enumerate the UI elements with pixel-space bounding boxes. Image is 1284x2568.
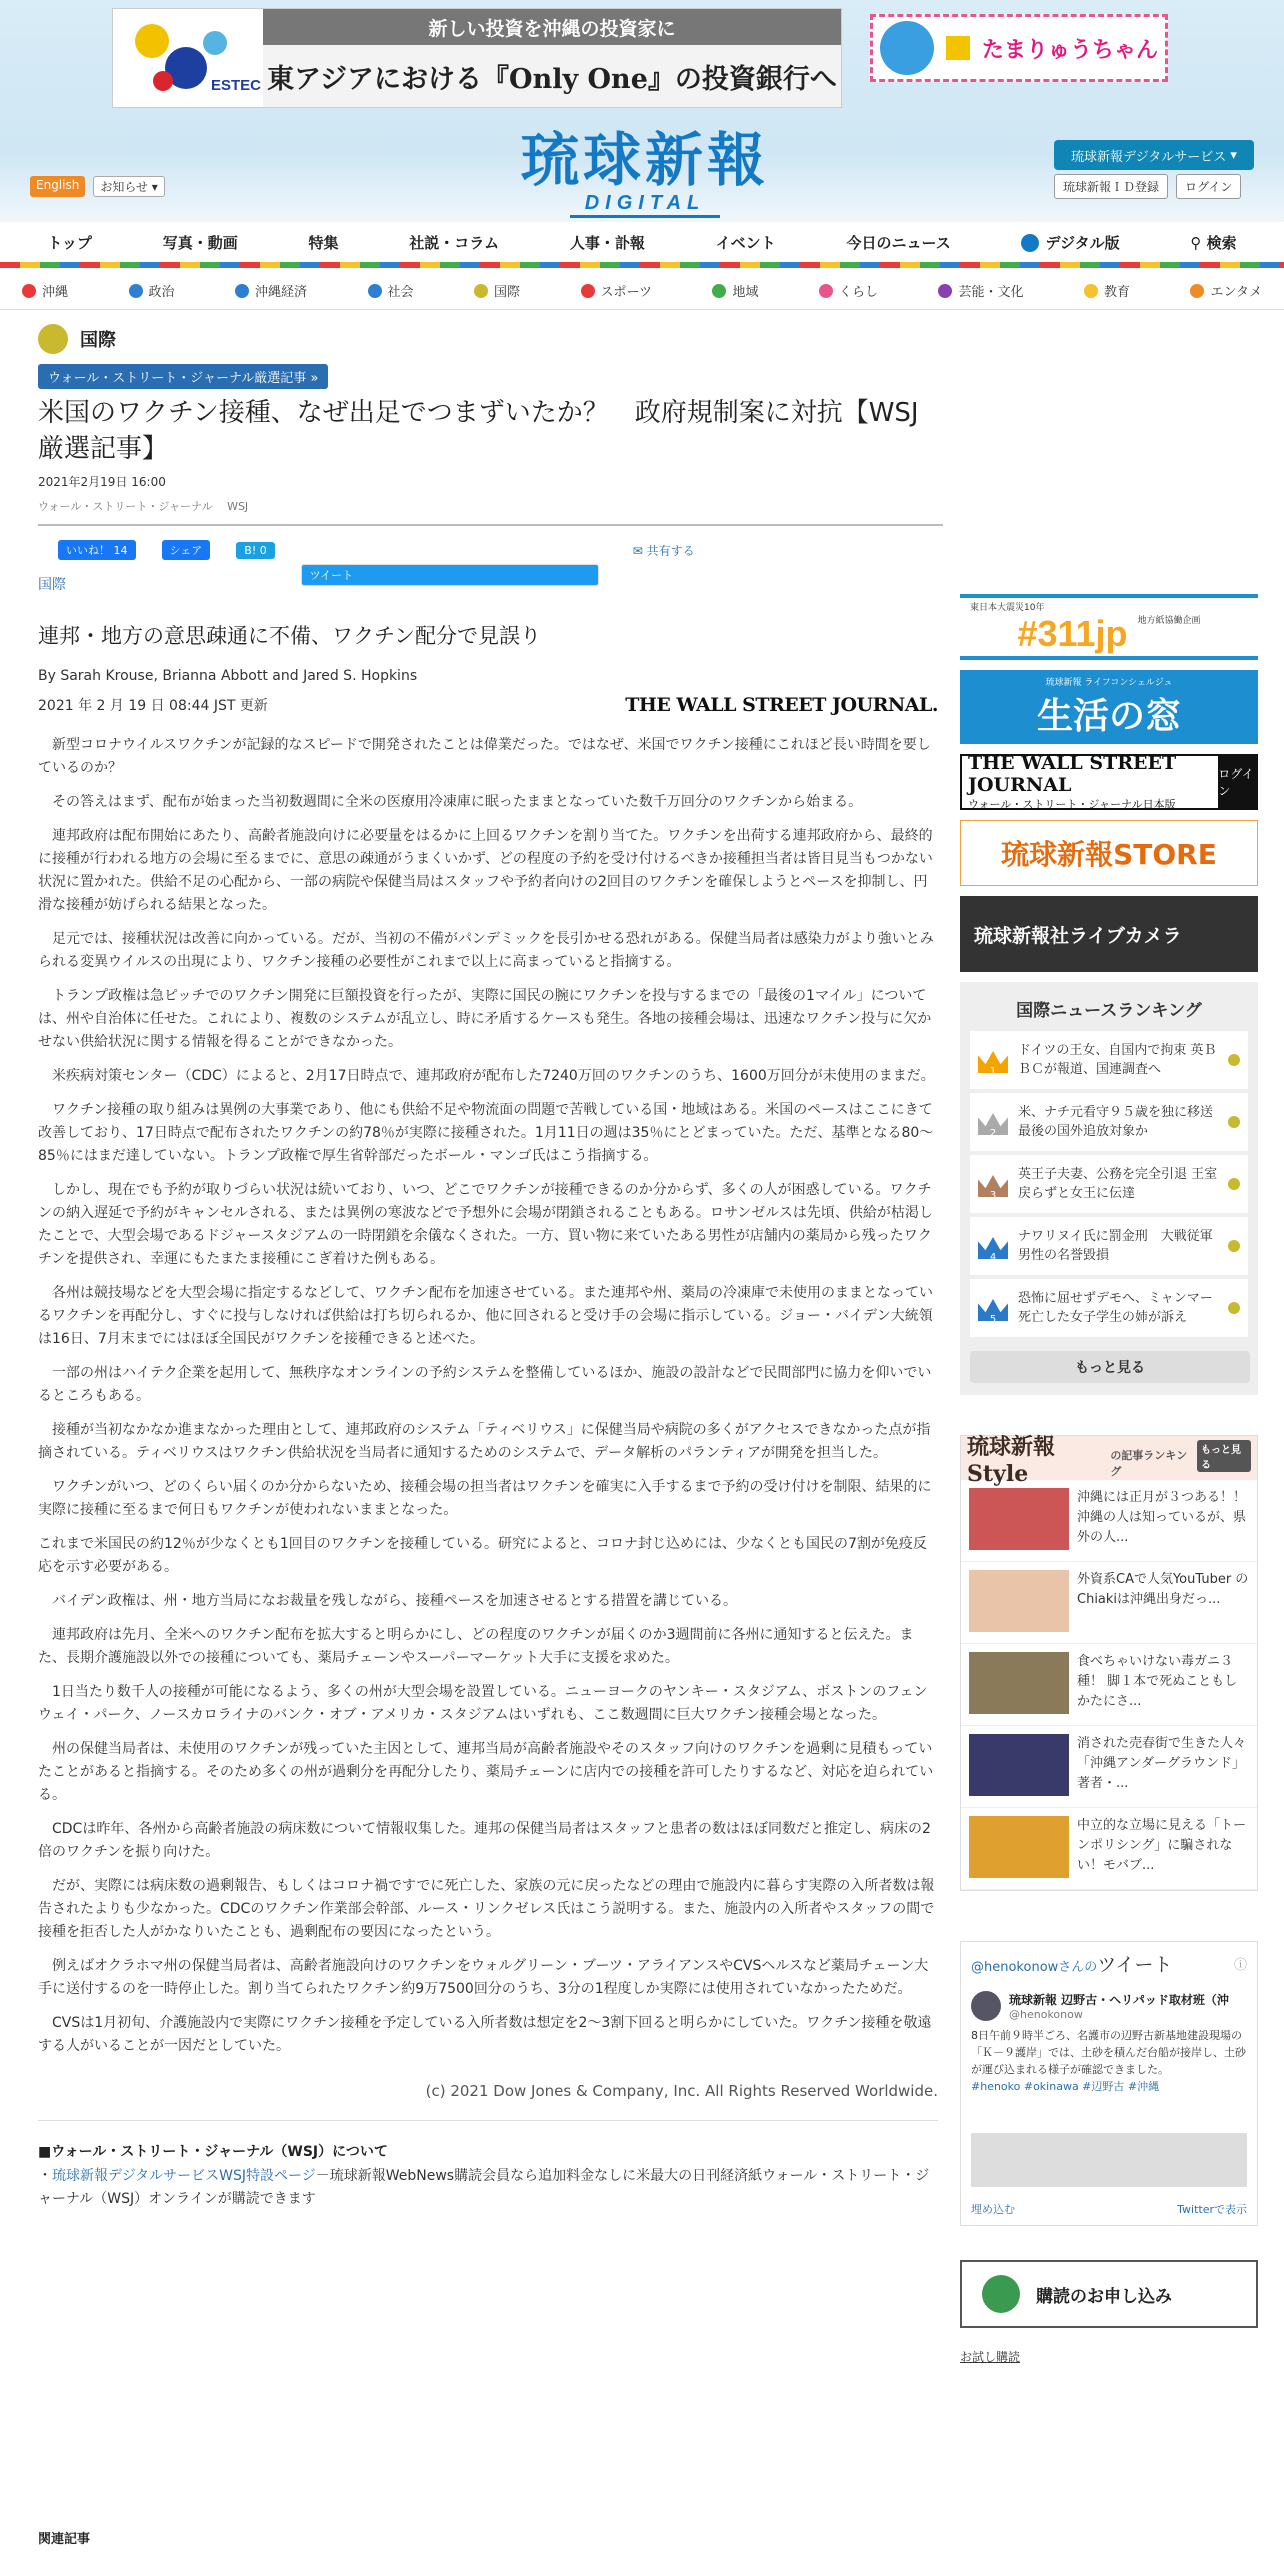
wsj-about-title: ■ウォール・ストリート・ジャーナル（WSJ）について (38, 2144, 388, 2160)
brand-name: 琉球新報 (520, 126, 769, 194)
style-item[interactable] (961, 1808, 1257, 1890)
brush-icon (938, 284, 952, 298)
mascot-banner-ad[interactable] (870, 14, 1168, 82)
sports-icon (581, 284, 595, 298)
divider (38, 524, 943, 526)
nav-search-label: 検索 (1206, 233, 1237, 252)
share-bar (38, 540, 938, 582)
ranking-text: ナワリヌイ氏に罰金刑 大戦従軍男性の名誉毀損 (1018, 1229, 1213, 1263)
pin-icon (712, 284, 726, 298)
ranking-title: 国際ニュースランキング (1016, 1001, 1202, 1021)
globe-icon (474, 284, 488, 298)
subnav-international[interactable] (474, 281, 520, 300)
paragraph: 連邦政府は配布開始にあたり、高齢者施設向けに必要量をはるかに上回るワクチンを割り当てた。ワクチンを出荷する連邦政府から、最終的に接種が行われる地方の会場に至るまでに、意思の疎通がうまくいかず、どの程度の予約を受け付けるべきか接種担当者は皆目見当もつかない状況に置かれた。供給不足の心配から、一部の病院や保健当局はスタッフや予約者向けの2回目のワクチンを確保しようとペースを抑制し、円滑な接種が妨げられる結果となった。 (38, 828, 933, 913)
crown-icon (978, 1047, 1008, 1077)
style-item[interactable] (961, 1726, 1257, 1808)
nav-top[interactable]: トップ (47, 233, 92, 252)
banner-wsj[interactable] (960, 754, 1258, 810)
subnav-culture[interactable] (938, 281, 1023, 300)
subnav-label: くらし (838, 285, 878, 300)
subnav-label: 社会 (387, 285, 414, 300)
subscribe-icon (982, 2275, 1020, 2313)
article-main (38, 322, 938, 2211)
subnav-label: 沖縄 (42, 285, 69, 300)
paragraph: ワクチン接種の取り組みは異例の大事業であり、他にも供給不足や物流面の問題で苦戦している国・地域はある。米国のペースはここにきて改善しており、17日時点で配布されたワクチンの約78％が実際に接種された。1月11日の週は35％にとどまっていた。ただ、基準となる80～85％にはまだ達していない。トランプ政権で厚生省幹部だったボール・マンゴ氏はこう指摘する。 (38, 1102, 934, 1164)
tweet-label: ツイート (1097, 1954, 1173, 1976)
paragraph: だが、実際には病床数の過剰報告、もしくはコロナ禍ですでに死亡した、家族の元に戻ったなどの理由で施設内に暮らす実際の入所者数は報告されたよりも少なかった。CDCのワクチン作業部会幹部、ルース・リンクゼレス氏はこう説明する。また、施設内の入所者やスタッフの間で接種を拒否した人がかなりいたことも、過剰配布の要因になったという。 (38, 1878, 935, 1940)
hatena-bookmark-button[interactable]: B! 0 (236, 542, 274, 559)
divider (38, 2120, 938, 2121)
paragraph: バイデン政権は、州・地方当局になお裁量を残しながら、接種ペースを加速させるとする措置を講じている。 (52, 1593, 738, 1609)
article-source: ウォール・ストリート・ジャーナル WSJ (38, 500, 249, 513)
subnav-region[interactable] (712, 281, 758, 300)
globe-icon (1228, 1054, 1240, 1066)
embed-link[interactable]: 埋め込む (971, 2203, 1015, 2216)
subnav-label: 教育 (1103, 285, 1130, 300)
style-sub: の記事ランキング (1110, 1449, 1188, 1478)
style-item-text: 消された売春街で生きた人々「沖縄アンダーグラウンド」著者・... (1077, 1736, 1247, 1791)
globe-icon (1228, 1240, 1240, 1252)
info-icon[interactable]: ⓘ (1233, 1958, 1247, 1973)
rank-number: 5 (989, 1314, 997, 1325)
style-item-text: 中立的な立場に見える「トーンポリシング」に騙されない！モバブ... (1077, 1818, 1247, 1873)
article-tag[interactable]: 国際 (38, 577, 66, 593)
ad-tagline: 東アジアにおける『Only One』の投資銀行へ (263, 45, 841, 107)
wsj-banner-title: THE WALL STREET JOURNAL (968, 752, 1177, 796)
subnav-label: 芸能・文化 (958, 285, 1024, 300)
banner-311-main: #311jp (1017, 612, 1128, 654)
style-thumbnail (969, 1570, 1069, 1632)
wsj-special-page-link[interactable]: 琉球新報デジタルサービスWSJ特設ページ (52, 2168, 316, 2184)
mail-icon: ✉ (632, 543, 643, 558)
article-body (38, 734, 938, 2058)
ranking-more-button[interactable]: もっと見る (970, 1351, 1250, 1383)
nav-event[interactable]: イベント (715, 233, 776, 252)
notice-dropdown[interactable]: お知らせ ▾ (93, 176, 164, 197)
wsj-about-desc: －琉球新報WebNews購読会員なら追加料金なしに米最大の日刊経済紙ウォール・ストリート・ジャーナル（WSJ）オンラインが購読できます (38, 2168, 930, 2207)
update-date: 2021 年 2 月 19 日 08:44 JST 更新 (38, 698, 268, 714)
paragraph: 新型コロナウイルスワクチンが記録的なスピードで開発されたことは偉業だった。ではなぜ、米国でワクチン接種にこれほど長い時間を要しているのか？ (38, 737, 931, 776)
bank-logo-icon (946, 36, 970, 60)
rank-number: 4 (989, 1252, 997, 1263)
style-thumbnail (969, 1734, 1069, 1796)
byline: By Sarah Krouse, Brianna Abbott and Jared S. Hopkins (38, 668, 418, 684)
nav-editorial[interactable]: 社説・コラム (409, 233, 500, 252)
paragraph: 州の保健当局者は、未使用のワクチンが残っていた主因として、連邦当局が高齢者施設やそのスタッフ向けのワクチンを過剰に見積もっていたことがあると指摘する。そのため多くの州が過剰分を再配分したり、薬局チェーンに店内での接種を許可したりするなど、対応を迫られている。 (38, 1741, 934, 1803)
paragraph: 各州は競技場などを大型会場に指定するなどして、ワクチン配布を加速させている。また連邦や州、薬局の冷凍庫で未使用のままとなっているワクチンを再配分し、すぐに投与しなければ供給は打ち切られるか、他に回されると受け手の会場に指示している。ジョー・バイデン大統領は16日、7月末までにはほぼ全国民がワクチンを接種できると述べた。 (38, 1285, 934, 1347)
tweet-button[interactable]: ツイート (301, 564, 599, 586)
style-item[interactable] (961, 1480, 1260, 1562)
style-item[interactable] (961, 1644, 1257, 1726)
subnav-politics[interactable] (129, 281, 175, 300)
subnav-economy[interactable] (235, 281, 307, 300)
banner-311-sub: 地方紙協働企画 (1137, 615, 1201, 626)
nav-search[interactable] (1190, 232, 1236, 253)
sidebar (960, 594, 1258, 2365)
style-item-text: 外資系CAで人気YouTuber のChiakiは沖縄出身だっ... (1077, 1572, 1249, 1607)
search-icon: ⚲ (1190, 233, 1202, 252)
crown-icon (978, 1109, 1008, 1139)
rank-number: 2 (989, 1128, 997, 1139)
okinawa-icon (22, 284, 36, 298)
paragraph: 1日当たり数千人の接種が可能になるよう、多くの州が大型会場を設置している。ニューヨークのヤンキー・スタジアム、ボストンのフェンウェイ・パーク、ノースカロライナのバンク・オブ・アメリカ・スタジアムはいずれも、ここ数週間に巨大ワクチン接種会場となった。 (38, 1684, 928, 1723)
subnav-label: エンタメ (1210, 285, 1262, 300)
style-more-link[interactable]: もっと見る (1197, 1440, 1251, 1472)
header-left-links (30, 176, 165, 197)
banner-mado-small: 琉球新報 ライフコンシェルジュ (1045, 678, 1173, 688)
subnav-society[interactable] (368, 281, 414, 300)
mascot-label: たまりゅうちゃん (981, 37, 1158, 63)
article-subtitle: 連邦・地方の意思疎通に不備、ワクチン配分で見誤り (38, 624, 541, 648)
ad-logo-text: ESTEC (211, 77, 262, 94)
digital-service-label: 琉球新報デジタルサービス (1071, 149, 1227, 165)
style-title: 琉球新報Style (967, 1433, 1056, 1487)
ranking-text: 米、ナチ元看守９５歳を独に移送 最後の国外追放対象か (1018, 1105, 1227, 1139)
subnav-entertainment[interactable] (1190, 281, 1261, 300)
subscribe-label: 購読のお申し込み (1036, 2286, 1172, 2307)
nav-today-news[interactable]: 今日のニュース (846, 233, 951, 252)
wsj-about (38, 2141, 938, 2211)
rank-number: 1 (989, 1066, 997, 1077)
top-banner-ad[interactable] (112, 8, 842, 108)
subnav-label: 政治 (148, 285, 175, 300)
nav-digital-edition[interactable] (1021, 232, 1119, 253)
mascot-icon (880, 21, 934, 75)
login-button[interactable]: ログイン (1176, 174, 1241, 199)
crown-icon (978, 1233, 1008, 1263)
subnav-okinawa[interactable] (22, 281, 68, 300)
ranking-text: 恐怖に屈せずデモへ、ミャンマー 死亡した女子学生の姉が訴え (1018, 1291, 1226, 1325)
paragraph: CVSは1月初旬、介護施設内で実際にワクチン接種を予定している入所者数は想定を2～3割下回ると明らかにしていた。ワクチン接種を敬遠する人がいることが一因だとしていた。 (38, 2015, 932, 2054)
paragraph: 例えばオクラホマ州の保健当局者は、高齢者施設向けのワクチンをウォルグリーン・ブーツ・アライアンスやCVSヘルスなど薬局チェーン大手に送付するのを一時停止した。割り当てられたワクチン約9万7500回分のうち、3分の1程度しか実際には使用されていなかったためだ。 (38, 1958, 929, 1997)
color-stripe (0, 262, 1284, 268)
style-item-text: 沖縄には正月が３つある！！ 沖縄の人は知っているが、県外の人... (1077, 1490, 1260, 1545)
ad-headline: 新しい投資を沖縄の投資家に (263, 9, 841, 45)
entertainment-icon (1190, 284, 1204, 298)
related-articles-heading: 関連記事 (38, 2532, 91, 2547)
facebook-share-button[interactable]: シェア (162, 540, 211, 560)
id-register-button[interactable]: 琉球新報ＩＤ登録 (1054, 174, 1168, 199)
paragraph: トランプ政権は急ピッチでのワクチン開発に巨額投資を行ったが、実際に国民の腕にワクチンを投与するまでの「最後の1マイル」については、州や自治体に任せた。これにより、複数のシステムが乱立し、時に矛盾するケースも発生。各地の接種会場は、迅速なワクチン投与に欠かせない供給状況に関する情報を得ることができなかった。 (38, 988, 932, 1050)
category-nav (0, 272, 1284, 310)
wsj-logo: THE WALL STREET JOURNAL. (625, 694, 938, 716)
banner-311-small: 東日本大震災10年 (970, 602, 1045, 613)
banner-311jp[interactable] (960, 594, 1258, 660)
tweet-text: 8日午前９時半ごろ、名護市の辺野古新基地建設現場の「Ｋ－９護岸」では、土砂を積んだ台船が接岸し、土砂が運び込まれる様子が確認できました。 (971, 2029, 1246, 2076)
globe-icon (1228, 1116, 1240, 1128)
tweet-account[interactable] (971, 1991, 1247, 2021)
site-logo[interactable] (490, 128, 800, 218)
notice-label: お知らせ (100, 180, 148, 194)
subnav-sports[interactable] (581, 281, 652, 300)
mail-share-button[interactable] (625, 540, 703, 561)
ranking-box (960, 982, 1258, 1395)
dateline-row (38, 694, 938, 716)
category-label: 国際 (80, 330, 116, 351)
hashtag-links[interactable]: #henoko #okinawa #辺野古 #沖縄 (971, 2080, 1160, 2093)
society-icon (368, 284, 382, 298)
publish-date: 2021年2月19日 16:00 (38, 475, 166, 489)
politics-icon (129, 284, 143, 298)
ranking-item[interactable] (970, 1217, 1248, 1275)
nav-digital-label: デジタル版 (1045, 233, 1120, 252)
subscribe-button[interactable] (960, 2260, 1258, 2328)
paragraph: 足元では、接種状況は改善に向かっている。だが、当初の不備がパンデミックを長引かせる恐れがある。保健当局者は感染力がより強いとみられる変異ウイルスの出現により、ワクチン接種の必要性がこれまで以上に高まっていると指摘する。 (38, 931, 934, 970)
nav-photo-video[interactable]: 写真・動画 (162, 233, 238, 252)
copyright: (c) 2021 Dow Jones & Company, Inc. All Rights Reserved Worldwide. (425, 2082, 938, 2100)
tweet-footer (971, 2201, 1247, 2217)
ranking-item[interactable] (970, 1031, 1248, 1089)
banner-live-camera[interactable]: 琉球新報社ライブカメラ (960, 896, 1258, 972)
globe-icon (1228, 1178, 1240, 1190)
economy-icon (235, 284, 249, 298)
paragraph: しかし、現在でも予約が取りづらい状況は続いており、いつ、どこでワクチンが接種できるのか分からず、多くの人が困惑している。ワクチンの納入遅延で予約がキャンセルされる、または異例の寒波などで予想外に会場が閉鎖されることもある。ロサンゼルスは先頃、供給が枯渇したことで、大型会場であるドジャースタジアムの一時閉鎖を余儀なくされた。一方、買い物に来ていたある男性が店舗内の薬局から残ったワクチンを提供され、幸運にもたまたま接種にこぎ着けた例もある。 (38, 1182, 933, 1267)
tweet-hashtags[interactable] (971, 2078, 1247, 2095)
english-link[interactable]: English (30, 176, 85, 197)
globe-icon (38, 324, 68, 354)
style-thumbnail (969, 1488, 1069, 1550)
view-on-twitter-link[interactable]: Twitterで表示 (1177, 2203, 1247, 2216)
paragraph: 連邦政府は先月、全米へのワクチン配布を拡大すると明らかにし、どの程度のワクチンが届くのか3週間前に各州に通知すると伝えた。また、長期介護施設以外での接種についても、薬局チェーンやスーパーマーケット大手に支援を求めた。 (38, 1627, 914, 1666)
facebook-like-button[interactable]: いいね！ 14 (58, 540, 136, 560)
ranking-text: 英王子夫妻、公務を完全引退 王室戻らずと女王に伝達 (1018, 1167, 1218, 1201)
estec-logo (113, 9, 263, 107)
cap-icon (1084, 284, 1098, 298)
tweet-account-handle: @henokonow (1009, 2008, 1083, 2021)
crown-icon (978, 1295, 1008, 1325)
banner-store[interactable]: 琉球新報STORE (960, 820, 1258, 886)
mail-share-label: 共有する (646, 543, 695, 558)
wsj-about-text: ・琉球新報デジタルサービスWSJ特設ページ－琉球新報WebNews購読会員なら追加料金なしに米最大の日刊経済紙ウォール・ストリート・ジャーナル（WSJ）オンラインが購読できます (38, 2168, 930, 2207)
paragraph: ワクチンがいつ、どのくらい届くのか分からないため、接種会場の担当者はワクチンを確実に入手するまで予約の受け付けを制限、結果的に実際に接種に至るまで何日もワクチンが使われないままとなった。 (38, 1479, 932, 1518)
account-links (1054, 174, 1241, 199)
house-icon (819, 284, 833, 298)
subnav-label: 国際 (494, 285, 521, 300)
main-nav (0, 222, 1284, 262)
paragraph: 米疾病対策センター（CDC）によると、2月17日時点で、連邦政府が配布した7240万回のワクチンのうち、1600万回分が未使用のままだ。 (52, 1068, 935, 1084)
paragraph: その答えはまず、配布が始まった当初数週間に全米の医療用冷凍庫に眠ったままとなっていた数千万回分のワクチンから始まる。 (52, 794, 863, 810)
avatar (971, 1991, 1001, 2021)
twitter-widget (960, 1941, 1258, 2226)
twitter-header (971, 1950, 1247, 1977)
wsj-banner-sub: ウォール・ストリート・ジャーナル日本版 (968, 798, 1176, 811)
tablet-icon (1021, 234, 1039, 252)
paragraph: 接種が当初なかなか進まなかった理由として、連邦政府のシステム「ティベリウス」に保健当局や病院の多くがアクセスできなかった点が指摘されている。ティベリウスはワクチン供給状況を当局者に通知するためのシステムで、データ解析のパランティアが開発を担当した。 (38, 1422, 931, 1461)
style-thumbnail (969, 1816, 1069, 1878)
wsj-login-button[interactable]: ログイン (1218, 756, 1256, 808)
ranking-text: ドイツの王女、自国内で拘束 英ＢＢＣが報道、国連調査へ (1018, 1043, 1217, 1077)
tweet-image[interactable] (971, 2133, 1247, 2187)
subnav-education[interactable] (1084, 281, 1130, 300)
tweet-account-name: 琉球新報 辺野古・ヘリパッド取材班（沖 (1009, 1993, 1229, 2007)
nav-personnel[interactable]: 人事・訃報 (569, 233, 645, 252)
site-header (0, 0, 1284, 300)
banner-seikatsu-no-mado[interactable] (960, 670, 1258, 744)
subnav-life[interactable] (819, 281, 878, 300)
nav-feature[interactable]: 特集 (308, 233, 339, 252)
digital-service-dropdown[interactable]: 琉球新報デジタルサービス ▾ (1054, 140, 1254, 170)
paragraph: 一部の州はハイテク企業を起用して、無秩序なオンラインの予約システムを整備しているほか、施設の設計などで民間部門に協力を仰いでいるところもある。 (38, 1365, 932, 1404)
brand-sub: DIGITAL (570, 192, 720, 218)
banner-mado-main: 生活の窓 (1036, 696, 1181, 737)
style-item-text: 食べちゃいけない毒ガニ３種！ 脚１本で死ぬこともしかたにさ... (1077, 1654, 1238, 1709)
trial-subscription-link[interactable]: お試し購読 (960, 2350, 1021, 2364)
style-item[interactable] (961, 1562, 1257, 1644)
wsj-series-badge[interactable]: ウォール・ストリート・ジャーナル厳選記事 » (38, 364, 328, 389)
globe-icon (1228, 1302, 1240, 1314)
ranking-item[interactable] (970, 1093, 1248, 1151)
style-ranking-header (961, 1433, 1257, 1487)
ranking-item[interactable] (970, 1155, 1248, 1213)
category-heading (38, 322, 938, 356)
crown-icon (978, 1171, 1008, 1201)
subnav-label: スポーツ (600, 285, 652, 300)
style-ranking-box (960, 1435, 1258, 1891)
ranking-item[interactable] (970, 1279, 1248, 1337)
style-thumbnail (969, 1652, 1069, 1714)
paragraph: これまで米国民の約12％が少なくとも1回目のワクチンを接種している。研究によると、コロナ封じ込めには、少なくとも国民の7割が免疫反応を示す必要がある。 (38, 1536, 927, 1575)
tweet-owner[interactable]: @henokonowさんの (971, 1960, 1098, 1975)
subnav-label: 地域 (732, 285, 759, 300)
subnav-label: 沖縄経済 (255, 285, 308, 300)
article-title: 米国のワクチン接種、なぜ出足でつまずいたか？ 政府規制案に対抗【WSJ厳選記事】 (38, 398, 919, 464)
paragraph: CDCは昨年、各州から高齢者施設の病床数について情報収集した。連邦の保健当局者はスタッフと患者の数はほぼ同数だと推定し、病床の2倍のワクチンを振り向けた。 (38, 1821, 931, 1860)
rank-number: 3 (989, 1190, 997, 1201)
